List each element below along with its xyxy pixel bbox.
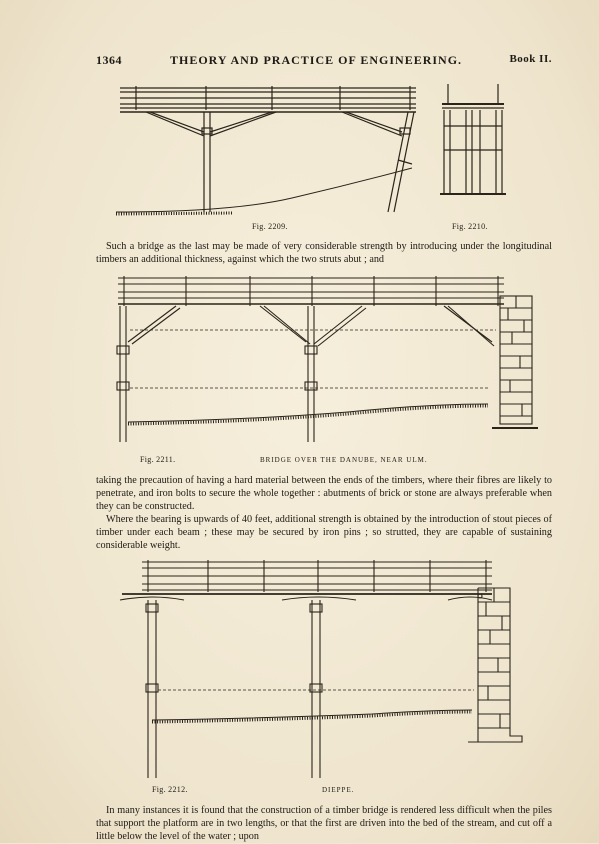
book-label: Book II. [509,53,552,65]
paragraph-1-text: Such a bridge as the last may be made of very considerable strength by introducing under the longitudinal timbers an additional thickness, against which the two struts abut ; and [96,241,552,265]
figure-2211-caption: Fig. 2211. [140,455,176,464]
figure-2212 [112,558,530,784]
figure-2209-drawing [112,80,424,218]
figure-2211-drawing [108,272,540,450]
figure-2212-title: DIEPPE. [322,786,355,794]
running-head [96,53,552,69]
figure-2209 [112,80,424,218]
paragraph-4 [96,804,552,844]
figure-2210-caption: Fig. 2210. [452,222,488,231]
paragraph-2 [96,474,552,552]
paragraph-1 [96,240,552,266]
figure-2212-caption: Fig. 2212. [152,785,188,794]
paragraph-2-text: taking the precaution of having a hard material between the ends of the timbers, where their fibres are likely to penetrate, and iron bolts to secure the whole together : abutments of brick or stone are always preferable when they can be constructed. [96,475,552,512]
figure-2209-caption: Fig. 2209. [252,222,288,231]
figure-2210 [438,80,508,198]
figure-2210-drawing [438,80,508,198]
paragraph-3-text: Where the bearing is upwards of 40 feet, additional strength is obtained by the introduction of stout pieces of timber under each beam ; these may be secured by iron pins ; so strutted, they are capable of sustaining considerable weight. [96,514,552,551]
figure-2211 [108,272,540,450]
running-title: THEORY AND PRACTICE OF ENGINEERING. [170,53,463,67]
page-number: 1364 [96,53,122,67]
figure-2211-title: BRIDGE OVER THE DANUBE, NEAR ULM. [260,456,428,464]
paragraph-4-text: In many instances it is found that the construction of a timber bridge is rendered less difficult when the piles that support the platform are in two lengths, or that the first are driven into the bed of the stream, and cut off a little below the level of the water ; upon [96,805,552,842]
figure-2212-drawing [112,558,530,784]
